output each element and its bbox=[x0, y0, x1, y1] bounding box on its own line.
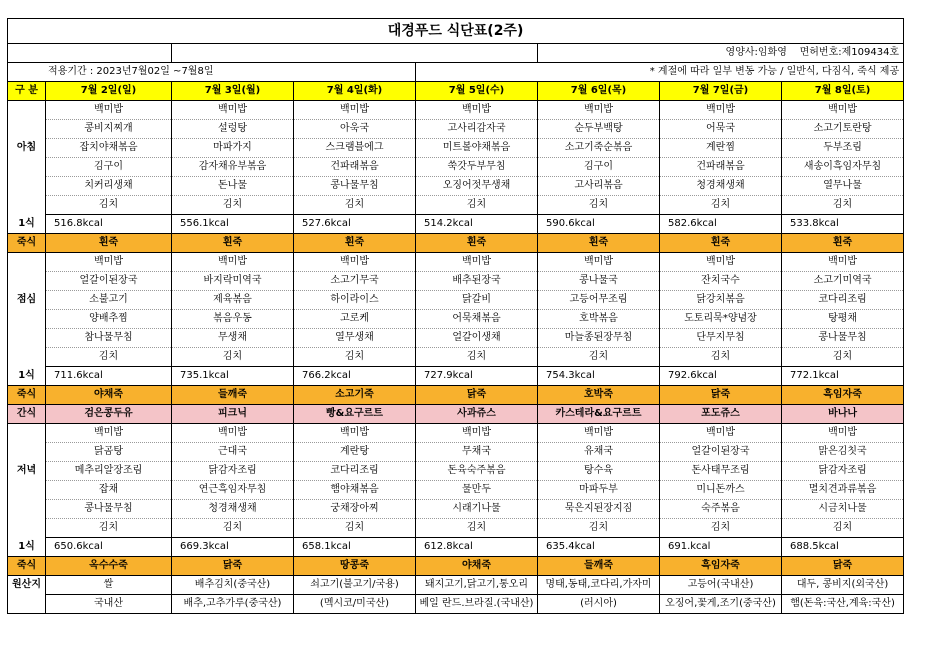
origin-label: 원산지 bbox=[8, 576, 46, 595]
snack-item: 카스테라&요구르트 bbox=[538, 405, 660, 424]
menu-item: 얼갈이된장국 bbox=[660, 443, 782, 462]
breakfast-porridge-row bbox=[8, 234, 904, 253]
dinner-label-cell bbox=[8, 500, 46, 519]
origin-item: 오징어,꽃게,조기(중국산) bbox=[660, 595, 782, 614]
menu-item: 닭감자조림 bbox=[172, 462, 294, 481]
menu-item: 김치 bbox=[538, 348, 660, 367]
lunch-menu-row bbox=[8, 348, 904, 367]
menu-item: 참나물무침 bbox=[46, 329, 172, 348]
menu-item: 무채국 bbox=[416, 443, 538, 462]
menu-item: 얼갈이된장국 bbox=[46, 272, 172, 291]
menu-item: 콩비지찌개 bbox=[46, 120, 172, 139]
snack-item: 빵&요구르트 bbox=[294, 405, 416, 424]
menu-item: 배추된장국 bbox=[416, 272, 538, 291]
menu-item: 소고기죽순볶음 bbox=[538, 139, 660, 158]
menu-item: 백미밥 bbox=[660, 253, 782, 272]
menu-item: 소고기무국 bbox=[294, 272, 416, 291]
porridge-item: 흰죽 bbox=[294, 234, 416, 253]
lunch-menu-row bbox=[8, 291, 904, 310]
porridge-item: 흰죽 bbox=[46, 234, 172, 253]
menu-item: 김치 bbox=[782, 196, 904, 215]
origin-item: 대두, 콩비지(외국산) bbox=[782, 576, 904, 595]
menu-item: 김치 bbox=[538, 196, 660, 215]
menu-item: 백미밥 bbox=[660, 424, 782, 443]
menu-item: 소고기토란탕 bbox=[782, 120, 904, 139]
dinner-menu-row bbox=[8, 519, 904, 538]
kcal-value: 556.1kcal bbox=[172, 215, 294, 234]
snack-item: 사과쥬스 bbox=[416, 405, 538, 424]
breakfast-menu-row bbox=[8, 101, 904, 120]
dinner-porridge-row bbox=[8, 557, 904, 576]
menu-item: 하이라이스 bbox=[294, 291, 416, 310]
menu-item: 김치 bbox=[416, 196, 538, 215]
period-text: 적용기간 : 2023년7월02일 ~7월8일 bbox=[8, 63, 416, 82]
menu-item: 묵은지된장지짐 bbox=[538, 500, 660, 519]
menu-item: 백미밥 bbox=[416, 424, 538, 443]
meal-plan-sheet bbox=[7, 18, 903, 614]
menu-item: 닭감자조림 bbox=[782, 462, 904, 481]
porridge-item: 소고기죽 bbox=[294, 386, 416, 405]
menu-item: 백미밥 bbox=[538, 253, 660, 272]
breakfast-label-cell bbox=[8, 196, 46, 215]
menu-item: 고등어무조림 bbox=[538, 291, 660, 310]
menu-item: 잡채 bbox=[46, 481, 172, 500]
menu-item: 소불고기 bbox=[46, 291, 172, 310]
menu-item: 궁채장아찌 bbox=[294, 500, 416, 519]
menu-item: 순두부백탕 bbox=[538, 120, 660, 139]
menu-item: 물만두 bbox=[416, 481, 538, 500]
category-header: 구 분 bbox=[8, 82, 46, 101]
kcal-value: 735.1kcal bbox=[172, 367, 294, 386]
lunch-porridge-row bbox=[8, 386, 904, 405]
menu-item: 김치 bbox=[660, 519, 782, 538]
origin-item: 명태,동태,코다리,가자미 bbox=[538, 576, 660, 595]
menu-item: 코다리조림 bbox=[782, 291, 904, 310]
origin-item: 쌀 bbox=[46, 576, 172, 595]
menu-item: 백미밥 bbox=[172, 101, 294, 120]
kcal-value: 766.2kcal bbox=[294, 367, 416, 386]
snack-item: 검은콩두유 bbox=[46, 405, 172, 424]
porridge-item: 흑임자죽 bbox=[782, 386, 904, 405]
menu-item: 김치 bbox=[172, 348, 294, 367]
menu-item: 김구이 bbox=[46, 158, 172, 177]
lunch-snack-row bbox=[8, 405, 904, 424]
porridge-item: 흰죽 bbox=[660, 234, 782, 253]
menu-item: 얼갈이생채 bbox=[416, 329, 538, 348]
menu-item: 청경채생채 bbox=[660, 177, 782, 196]
porridge-item: 땅콩죽 bbox=[294, 557, 416, 576]
lunch-label-cell bbox=[8, 253, 46, 272]
breakfast-label-cell bbox=[8, 101, 46, 120]
kcal-value: 727.9kcal bbox=[416, 367, 538, 386]
menu-item: 근대국 bbox=[172, 443, 294, 462]
menu-item: 새송이흑임자무침 bbox=[782, 158, 904, 177]
lunch-kcal-row bbox=[8, 367, 904, 386]
note-text: * 계절에 따라 일부 변동 가능 / 일반식, 다짐식, 죽식 제공 bbox=[416, 63, 904, 82]
menu-item: 미니돈까스 bbox=[660, 481, 782, 500]
menu-item: 도토리묵*양념장 bbox=[660, 310, 782, 329]
origin-item: 쇠고기(불고기/국용) bbox=[294, 576, 416, 595]
origin-label-cell bbox=[8, 595, 46, 614]
kcal-value: 772.1kcal bbox=[782, 367, 904, 386]
menu-item: 감자채유부볶음 bbox=[172, 158, 294, 177]
menu-item: 김치 bbox=[294, 519, 416, 538]
breakfast-count-label: 1식 bbox=[8, 215, 46, 234]
menu-item: 계란찜 bbox=[660, 139, 782, 158]
dinner-menu-row bbox=[8, 424, 904, 443]
snack-item: 피크닉 bbox=[172, 405, 294, 424]
porridge-item: 흑임자죽 bbox=[660, 557, 782, 576]
menu-item: 돈사태무조림 bbox=[660, 462, 782, 481]
menu-item: 돈나물 bbox=[172, 177, 294, 196]
menu-item: 고사리감자국 bbox=[416, 120, 538, 139]
page-title: 대경푸드 식단표(2주) bbox=[8, 19, 904, 44]
menu-item: 건파래볶음 bbox=[660, 158, 782, 177]
menu-item: 단무지무침 bbox=[660, 329, 782, 348]
menu-item: 백미밥 bbox=[782, 253, 904, 272]
menu-item: 김치 bbox=[782, 348, 904, 367]
menu-item: 김치 bbox=[46, 519, 172, 538]
menu-item: 백미밥 bbox=[538, 424, 660, 443]
menu-item: 코다리조림 bbox=[294, 462, 416, 481]
menu-item: 두부조림 bbox=[782, 139, 904, 158]
lunch-count-label: 1식 bbox=[8, 367, 46, 386]
kcal-value: 582.6kcal bbox=[660, 215, 782, 234]
menu-item: 열무나물 bbox=[782, 177, 904, 196]
menu-item: 김치 bbox=[660, 196, 782, 215]
dinner-label-cell bbox=[8, 519, 46, 538]
menu-item: 계란탕 bbox=[294, 443, 416, 462]
lunch-menu-row bbox=[8, 253, 904, 272]
origin-item: 돼지고기,닭고기,통오리 bbox=[416, 576, 538, 595]
origin-row bbox=[8, 595, 904, 614]
menu-item: 김치 bbox=[172, 196, 294, 215]
lunch-label-cell bbox=[8, 348, 46, 367]
menu-item: 콩나물무침 bbox=[46, 500, 172, 519]
meal-plan-table bbox=[7, 18, 904, 614]
menu-item: 김치 bbox=[416, 348, 538, 367]
dinner-menu-row bbox=[8, 481, 904, 500]
porridge-item: 흰죽 bbox=[538, 234, 660, 253]
menu-item: 시래기나물 bbox=[416, 500, 538, 519]
porridge-label: 죽식 bbox=[8, 234, 46, 253]
lunch-menu-row bbox=[8, 310, 904, 329]
dinner-label: 저녁 bbox=[8, 462, 46, 481]
porridge-item: 닭죽 bbox=[782, 557, 904, 576]
porridge-item: 닭죽 bbox=[660, 386, 782, 405]
menu-item: 청경채생채 bbox=[172, 500, 294, 519]
snack-item: 바나나 bbox=[782, 405, 904, 424]
menu-item: 백미밥 bbox=[782, 424, 904, 443]
menu-item: 시금치나물 bbox=[782, 500, 904, 519]
menu-item: 김치 bbox=[294, 196, 416, 215]
menu-item: 김구이 bbox=[538, 158, 660, 177]
menu-item: 백미밥 bbox=[46, 253, 172, 272]
menu-item: 미트볼야채볶음 bbox=[416, 139, 538, 158]
kcal-value: 533.8kcal bbox=[782, 215, 904, 234]
kcal-value: 792.6kcal bbox=[660, 367, 782, 386]
menu-item: 김치 bbox=[660, 348, 782, 367]
menu-item: 김치 bbox=[294, 348, 416, 367]
porridge-item: 흰죽 bbox=[782, 234, 904, 253]
porridge-item: 닭죽 bbox=[416, 386, 538, 405]
kcal-value: 516.8kcal bbox=[46, 215, 172, 234]
origin-item: (멕시코/미국산) bbox=[294, 595, 416, 614]
menu-item: 백미밥 bbox=[538, 101, 660, 120]
menu-item: 어묵국 bbox=[660, 120, 782, 139]
day-header: 7월 4일(화) bbox=[294, 82, 416, 101]
day-header: 7월 2일(일) bbox=[46, 82, 172, 101]
kcal-value: 669.3kcal bbox=[172, 538, 294, 557]
menu-item: 마늘종된장무침 bbox=[538, 329, 660, 348]
day-header: 7월 5일(수) bbox=[416, 82, 538, 101]
dinner-menu-row bbox=[8, 443, 904, 462]
porridge-item: 옥수수죽 bbox=[46, 557, 172, 576]
porridge-item: 들깨죽 bbox=[172, 386, 294, 405]
porridge-item: 야채죽 bbox=[46, 386, 172, 405]
dinner-menu-row bbox=[8, 462, 904, 481]
menu-item: 김치 bbox=[46, 196, 172, 215]
menu-item: 콩나물국 bbox=[538, 272, 660, 291]
kcal-value: 658.1kcal bbox=[294, 538, 416, 557]
menu-item: 백미밥 bbox=[660, 101, 782, 120]
kcal-value: 635.4kcal bbox=[538, 538, 660, 557]
porridge-label: 죽식 bbox=[8, 386, 46, 405]
breakfast-label-cell bbox=[8, 120, 46, 139]
menu-item: 백미밥 bbox=[294, 253, 416, 272]
menu-item: 잔치국수 bbox=[660, 272, 782, 291]
kcal-value: 688.5kcal bbox=[782, 538, 904, 557]
lunch-menu-row bbox=[8, 329, 904, 348]
menu-item: 백미밥 bbox=[46, 424, 172, 443]
menu-item: 바지락미역국 bbox=[172, 272, 294, 291]
menu-item: 돈육숙주볶음 bbox=[416, 462, 538, 481]
menu-item: 숙주볶음 bbox=[660, 500, 782, 519]
origin-item: 고등어(국내산) bbox=[660, 576, 782, 595]
lunch-label-cell bbox=[8, 310, 46, 329]
menu-item: 백미밥 bbox=[172, 424, 294, 443]
license-number: 면허번호:제109434호 bbox=[799, 47, 900, 58]
dinner-label-cell bbox=[8, 424, 46, 443]
menu-item: 멸치견과류볶음 bbox=[782, 481, 904, 500]
origin-item: 햄(돈육:국산,계육:국산) bbox=[782, 595, 904, 614]
kcal-value: 527.6kcal bbox=[294, 215, 416, 234]
origin-item: 배추,고추가루(중국산) bbox=[172, 595, 294, 614]
menu-item: 제육볶음 bbox=[172, 291, 294, 310]
menu-item: 백미밥 bbox=[416, 101, 538, 120]
menu-item: 백미밥 bbox=[294, 101, 416, 120]
porridge-item: 들깨죽 bbox=[538, 557, 660, 576]
menu-item: 무생채 bbox=[172, 329, 294, 348]
breakfast-menu-row bbox=[8, 139, 904, 158]
menu-item: 호박볶음 bbox=[538, 310, 660, 329]
menu-item: 김치 bbox=[172, 519, 294, 538]
breakfast-label-cell bbox=[8, 177, 46, 196]
snack-label: 간식 bbox=[8, 405, 46, 424]
menu-item: 고사리볶음 bbox=[538, 177, 660, 196]
breakfast-menu-row bbox=[8, 196, 904, 215]
menu-item: 유채국 bbox=[538, 443, 660, 462]
origin-item: 국내산 bbox=[46, 595, 172, 614]
menu-item: 고로케 bbox=[294, 310, 416, 329]
menu-item: 볶음우동 bbox=[172, 310, 294, 329]
dinner-count-label: 1식 bbox=[8, 538, 46, 557]
origin-item: 베일 란드.브라질.(국내산) bbox=[416, 595, 538, 614]
dinner-label-cell bbox=[8, 443, 46, 462]
kcal-value: 612.8kcal bbox=[416, 538, 538, 557]
breakfast-menu-row bbox=[8, 177, 904, 196]
breakfast-label: 아침 bbox=[8, 139, 46, 158]
menu-item: 어묵채볶음 bbox=[416, 310, 538, 329]
kcal-value: 691.kcal bbox=[660, 538, 782, 557]
day-header: 7월 8일(토) bbox=[782, 82, 904, 101]
menu-item: 김치 bbox=[46, 348, 172, 367]
breakfast-label-cell bbox=[8, 158, 46, 177]
origin-row bbox=[8, 576, 904, 595]
kcal-value: 514.2kcal bbox=[416, 215, 538, 234]
lunch-label-cell bbox=[8, 329, 46, 348]
breakfast-menu-row bbox=[8, 158, 904, 177]
menu-item: 아욱국 bbox=[294, 120, 416, 139]
menu-item: 소고기미역국 bbox=[782, 272, 904, 291]
menu-item: 연근흑임자무침 bbox=[172, 481, 294, 500]
menu-item: 햄야채볶음 bbox=[294, 481, 416, 500]
menu-item: 김치 bbox=[538, 519, 660, 538]
menu-item: 잡치야채볶음 bbox=[46, 139, 172, 158]
menu-item: 닭강치볶음 bbox=[660, 291, 782, 310]
column-header-row bbox=[8, 82, 904, 101]
menu-item: 닭곰탕 bbox=[46, 443, 172, 462]
menu-item: 설렁탕 bbox=[172, 120, 294, 139]
day-header: 7월 3일(월) bbox=[172, 82, 294, 101]
menu-item: 탕평채 bbox=[782, 310, 904, 329]
menu-item: 스크램블에그 bbox=[294, 139, 416, 158]
lunch-label-cell bbox=[8, 272, 46, 291]
menu-item: 쑥갓두부무침 bbox=[416, 158, 538, 177]
menu-item: 닭갈비 bbox=[416, 291, 538, 310]
kcal-value: 590.6kcal bbox=[538, 215, 660, 234]
menu-item: 치커리생채 bbox=[46, 177, 172, 196]
menu-item: 양배추찜 bbox=[46, 310, 172, 329]
menu-item: 콩나물무침 bbox=[782, 329, 904, 348]
period-row bbox=[8, 63, 904, 82]
day-header: 7월 6일(목) bbox=[538, 82, 660, 101]
dinner-menu-row bbox=[8, 500, 904, 519]
menu-item: 메추리알장조림 bbox=[46, 462, 172, 481]
kcal-value: 650.6kcal bbox=[46, 538, 172, 557]
lunch-label: 점심 bbox=[8, 291, 46, 310]
menu-item: 탕수육 bbox=[538, 462, 660, 481]
menu-item: 열무생채 bbox=[294, 329, 416, 348]
origin-item: 배추김치(중국산) bbox=[172, 576, 294, 595]
porridge-item: 닭죽 bbox=[172, 557, 294, 576]
breakfast-kcal-row bbox=[8, 215, 904, 234]
kcal-value: 711.6kcal bbox=[46, 367, 172, 386]
menu-item: 맑은김칫국 bbox=[782, 443, 904, 462]
porridge-item: 흰죽 bbox=[172, 234, 294, 253]
menu-item: 백미밥 bbox=[172, 253, 294, 272]
menu-item: 백미밥 bbox=[294, 424, 416, 443]
dietitian-name: 영양사:임화영 bbox=[725, 47, 787, 58]
menu-item: 콩나물무침 bbox=[294, 177, 416, 196]
dinner-label-cell bbox=[8, 481, 46, 500]
menu-item: 백미밥 bbox=[46, 101, 172, 120]
porridge-label: 죽식 bbox=[8, 557, 46, 576]
menu-item: 건파래볶음 bbox=[294, 158, 416, 177]
menu-item: 김치 bbox=[782, 519, 904, 538]
staff-row bbox=[8, 44, 904, 63]
porridge-item: 흰죽 bbox=[416, 234, 538, 253]
kcal-value: 754.3kcal bbox=[538, 367, 660, 386]
title-row bbox=[8, 19, 904, 44]
day-header: 7월 7일(금) bbox=[660, 82, 782, 101]
origin-item: (러시아) bbox=[538, 595, 660, 614]
snack-item: 포도쥬스 bbox=[660, 405, 782, 424]
menu-item: 백미밥 bbox=[782, 101, 904, 120]
menu-item: 오징어젓무생채 bbox=[416, 177, 538, 196]
menu-item: 마파가지 bbox=[172, 139, 294, 158]
breakfast-menu-row bbox=[8, 120, 904, 139]
menu-item: 백미밥 bbox=[416, 253, 538, 272]
dinner-kcal-row bbox=[8, 538, 904, 557]
porridge-item: 호박죽 bbox=[538, 386, 660, 405]
menu-item: 마파두부 bbox=[538, 481, 660, 500]
menu-item: 김치 bbox=[416, 519, 538, 538]
porridge-item: 야채죽 bbox=[416, 557, 538, 576]
lunch-menu-row bbox=[8, 272, 904, 291]
